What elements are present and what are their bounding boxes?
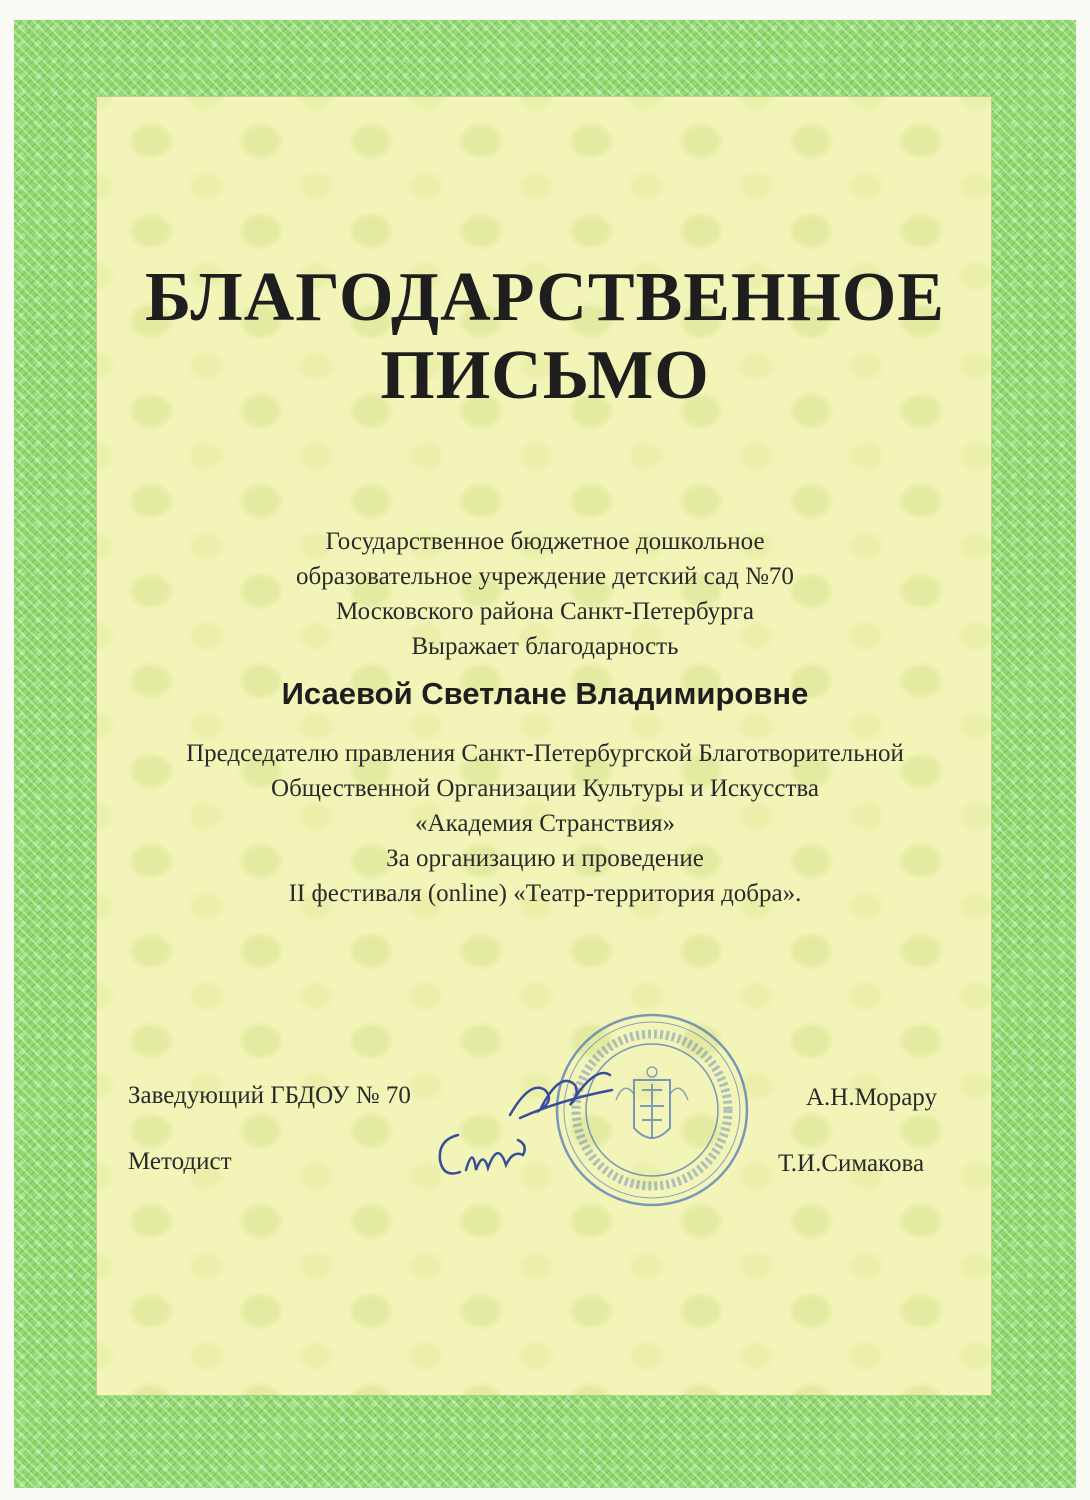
reason-line-4: За организацию и проведение (386, 845, 704, 872)
title-line-1: БЛАГОДАРСТВЕННОЕ (145, 259, 945, 336)
title-line-2: ПИСЬМО (380, 337, 710, 414)
reason-block (0, 736, 1090, 911)
methodist-signature (428, 1120, 538, 1190)
recipient-name: Исаевой Светлане Владимировне (281, 676, 809, 711)
organization-line-2: образовательное учреждение детский сад №70 (296, 563, 794, 590)
reason-line-2: Общественной Организации Культуры и Искусства (271, 775, 819, 802)
gratitude-line: Выражает благодарность (411, 633, 679, 660)
organization-line-1: Государственное бюджетное дошкольное (325, 528, 765, 555)
organization-block (0, 524, 1090, 664)
reason-line-3: «Академия Странствия» (415, 810, 675, 837)
methodist-position: Методист (128, 1148, 232, 1175)
head-name: А.Н.Морару (806, 1084, 937, 1111)
reason-line-5: II фестиваля (online) «Театр-территория добра». (288, 880, 802, 907)
methodist-name: Т.И.Симакова (778, 1150, 925, 1177)
head-position: Заведующий ГБДОУ № 70 (128, 1082, 411, 1109)
organization-line-3: Московского района Санкт-Петербурга (336, 598, 754, 625)
reason-line-1: Председателю правления Санкт-Петербургской Благотворительной (186, 740, 904, 767)
